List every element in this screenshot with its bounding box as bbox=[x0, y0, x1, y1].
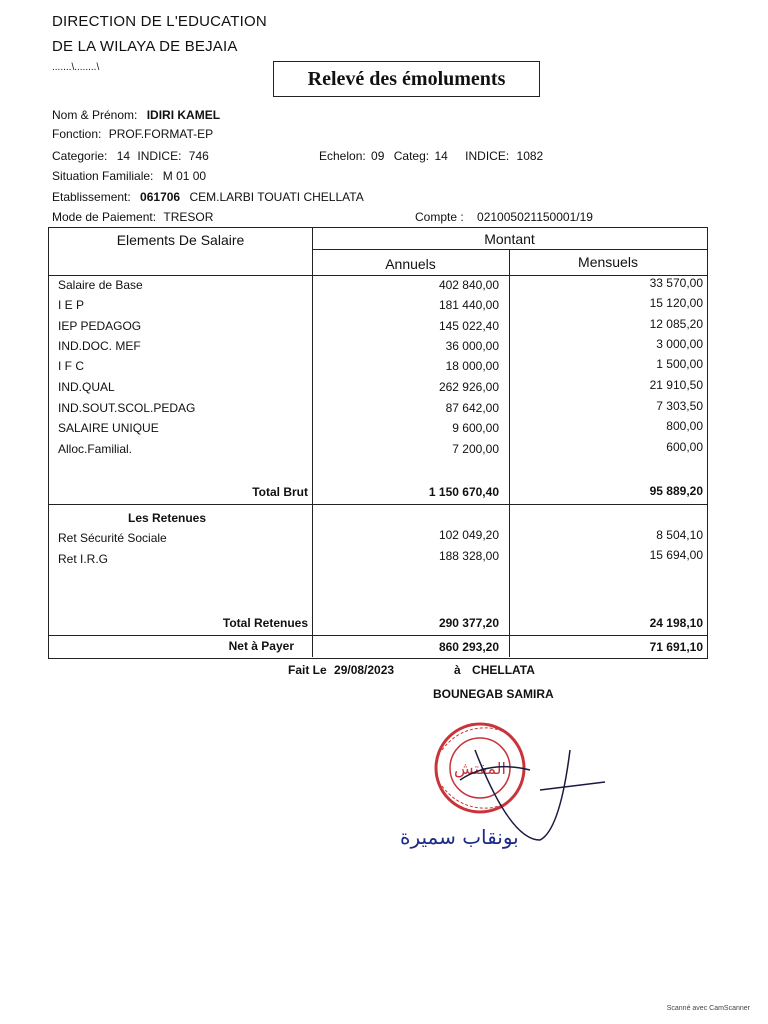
row-mensuel: 21 910,50 bbox=[649, 378, 703, 392]
categ-label: Categ: bbox=[393, 149, 430, 163]
row-label: Ret Sécurité Sociale bbox=[58, 531, 167, 545]
retenues-heading: Les Retenues bbox=[128, 511, 207, 525]
fait-le-line bbox=[288, 663, 394, 677]
col-annuels-header: Annuels bbox=[385, 256, 436, 272]
row-label: Salaire de Base bbox=[58, 278, 143, 292]
row-label: IND.QUAL bbox=[58, 380, 115, 394]
row-label: IND.DOC. MEF bbox=[58, 339, 141, 353]
row-label: I E P bbox=[58, 298, 85, 312]
category-value: 14 bbox=[116, 149, 131, 163]
row-label: Ret I.R.G bbox=[58, 552, 109, 566]
row-mensuel: 15 120,00 bbox=[649, 296, 703, 310]
row-mensuel: 8 504,10 bbox=[656, 528, 703, 542]
row-annuel: 18 000,00 bbox=[445, 359, 499, 373]
row-annuel: 9 600,00 bbox=[452, 421, 499, 435]
indice2-value: 1082 bbox=[516, 149, 544, 163]
total-brut-mensuel: 95 889,20 bbox=[649, 484, 703, 498]
place-line bbox=[454, 663, 535, 677]
header-ref: .......\........\ bbox=[52, 62, 100, 73]
row-mensuel: 1 500,00 bbox=[656, 357, 703, 371]
row-annuel: 402 840,00 bbox=[438, 278, 499, 292]
col-elements-header: Elements De Salaire bbox=[116, 232, 245, 248]
situation-label: Situation Familiale: bbox=[52, 169, 154, 183]
official-stamp bbox=[436, 724, 524, 812]
echelon-value: 09 bbox=[371, 149, 385, 163]
row-label: SALAIRE UNIQUE bbox=[58, 421, 159, 435]
row-label: I F C bbox=[58, 359, 84, 373]
categ-value: 14 bbox=[434, 149, 448, 163]
indice-value: 746 bbox=[188, 149, 209, 163]
row-annuel: 87 642,00 bbox=[445, 401, 499, 415]
indice-label: INDICE: bbox=[137, 149, 182, 163]
payment-value: TRESOR bbox=[163, 210, 214, 224]
total-retenues-mensuel: 24 198,10 bbox=[649, 616, 703, 630]
signatory-name: BOUNEGAB SAMIRA bbox=[433, 687, 554, 701]
payment-label: Mode de Paiement: bbox=[52, 210, 157, 224]
col-mensuels-header: Mensuels bbox=[578, 254, 638, 270]
fait-le-label: Fait Le bbox=[288, 663, 327, 677]
indice2-label: INDICE: bbox=[465, 149, 510, 163]
row-mensuel: 3 000,00 bbox=[656, 337, 703, 351]
net-annuel: 860 293,20 bbox=[438, 640, 499, 654]
etablissement-label: Etablissement: bbox=[52, 190, 131, 204]
row-annuel: 181 440,00 bbox=[438, 298, 499, 312]
total-retenues-annuel: 290 377,20 bbox=[438, 616, 499, 630]
header-line1: DIRECTION DE L'EDUCATION bbox=[52, 13, 267, 30]
name-label: Nom & Prénom: bbox=[52, 108, 138, 122]
row-mensuel: 7 303,50 bbox=[656, 399, 703, 413]
place-value: CHELLATA bbox=[472, 663, 535, 677]
account-label: Compte : bbox=[415, 210, 464, 224]
arabic-signature: بونقاب سميرة bbox=[400, 825, 519, 849]
echelon-label: Echelon: bbox=[319, 149, 366, 163]
row-annuel: 188 328,00 bbox=[438, 549, 499, 563]
row-mensuel: 800,00 bbox=[666, 419, 703, 433]
net-label: Net à Payer bbox=[228, 639, 294, 653]
a-label: à bbox=[454, 663, 461, 677]
document-title: Relevé des émoluments bbox=[273, 61, 540, 97]
row-mensuel: 12 085,20 bbox=[649, 317, 703, 331]
salary-table bbox=[48, 227, 708, 659]
row-mensuel: 15 694,00 bbox=[649, 548, 703, 562]
row-mensuel: 600,00 bbox=[666, 440, 703, 454]
name-value: IDIRI KAMEL bbox=[146, 108, 221, 122]
col-montant-header: Montant bbox=[484, 231, 535, 247]
row-annuel: 102 049,20 bbox=[438, 528, 499, 542]
montant-divider bbox=[312, 249, 707, 250]
row-annuel: 7 200,00 bbox=[452, 442, 499, 456]
category-label: Categorie: bbox=[52, 149, 108, 163]
row-label: IND.SOUT.SCOL.PEDAG bbox=[58, 401, 196, 415]
total-brut-label: Total Brut bbox=[252, 485, 308, 499]
header-line2: DE LA WILAYA DE BEJAIA bbox=[52, 38, 238, 55]
net-mensuel: 71 691,10 bbox=[649, 640, 703, 654]
row-label: Alloc.Familial. bbox=[58, 442, 133, 456]
total-retenues-label: Total Retenues bbox=[222, 616, 308, 630]
function-value: PROF.FORMAT-EP bbox=[108, 127, 214, 141]
total-brut-annuel: 1 150 670,40 bbox=[428, 485, 499, 499]
situation-value: M 01 00 bbox=[162, 169, 207, 183]
etablissement-code: 061706 bbox=[140, 190, 181, 204]
account-value: 021005021150001/19 bbox=[477, 210, 593, 224]
row-mensuel: 33 570,00 bbox=[649, 276, 703, 290]
stamp-text: المفتش bbox=[454, 759, 506, 778]
row-annuel: 36 000,00 bbox=[445, 339, 499, 353]
etablissement-name: CEM.LARBI TOUATI CHELLATA bbox=[189, 190, 364, 204]
net-line bbox=[49, 635, 707, 636]
row-annuel: 262 926,00 bbox=[438, 380, 499, 394]
fait-le-date: 29/08/2023 bbox=[334, 663, 395, 677]
scanner-watermark: Scanné avec CamScanner bbox=[666, 1005, 750, 1012]
function-label: Fonction: bbox=[52, 127, 102, 141]
row-annuel: 145 022,40 bbox=[438, 319, 499, 333]
total-brut-line bbox=[49, 504, 707, 505]
row-label: IEP PEDAGOG bbox=[58, 319, 142, 333]
